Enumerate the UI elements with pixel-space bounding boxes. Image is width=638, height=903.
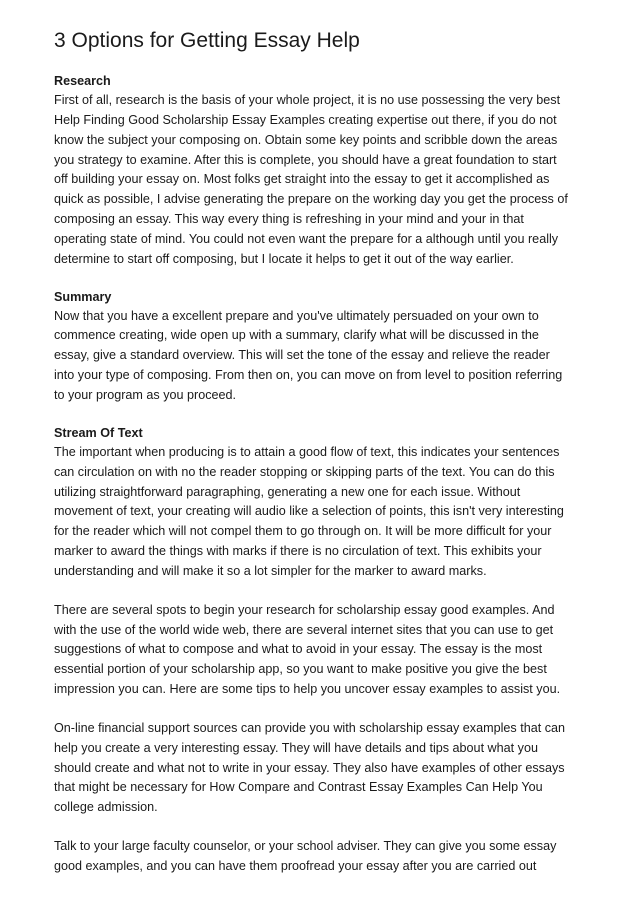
text-line: help you create a very interesting essay. They will have details and tips about what you <box>54 740 538 755</box>
text-line: with the use of the world wide web, there are several internet sites that you can use to get <box>54 622 554 637</box>
text-line: can circulation on with no the reader stopping or skipping parts of the text. You can do this <box>54 464 555 479</box>
document-paragraphs <box>54 601 586 877</box>
text-line: good examples, and you can have them proofread your essay after you are carried out <box>54 859 537 873</box>
section-paragraph <box>54 443 586 582</box>
text-line: Now that you have a excellent prepare and you've ultimately persuaded on your own to <box>54 308 539 323</box>
text-line: to your program as you proceed. <box>54 387 237 402</box>
document-title: 3 Options for Getting Essay Help <box>54 29 360 52</box>
text-line: composing an essay. This way every thing is refreshing in your mind and your in that <box>54 212 524 227</box>
text-line: into your type of composing. From then on, you can move on from level to position referring <box>54 368 563 383</box>
text-line: you strategy to examine. After this is complete, you should have a great foundation to start <box>54 152 557 167</box>
text-line: determine to start off composing, but I locate it helps to get it out of the way earlier. <box>54 251 514 266</box>
document-page <box>54 28 586 896</box>
text-line: Talk to your large faculty counselor, or your school adviser. They can give you some essay <box>54 839 557 854</box>
text-line: On-line financial support sources can provide you with scholarship essay examples that can <box>54 720 566 735</box>
text-line: for the reader which will not compel them to go through on. It will be more difficult for your <box>54 524 552 539</box>
text-line: There are several spots to begin your research for scholarship essay good examples. And <box>54 602 555 617</box>
section-stream-of-text <box>54 425 586 582</box>
section-heading: Summary <box>54 289 112 304</box>
body-paragraph <box>54 719 586 818</box>
text-line: off building your essay on. Most folks get straight into the essay to get it accomplished as <box>54 172 550 187</box>
document-sections <box>54 73 586 582</box>
text-line: essential portion of your scholarship app, so you want to make positive you give the best <box>54 662 547 677</box>
text-line: that might be necessary for How Compare and Contrast Essay Examples Can Help You <box>54 780 543 795</box>
text-line: college admission. <box>54 800 158 815</box>
body-paragraph <box>54 837 586 877</box>
text-line: First of all, research is the basis of your whole project, it is no use possessing the very best <box>54 93 561 107</box>
text-line: utilizing straightforward paragraphing, generating a new one for each issue. Without <box>54 484 521 499</box>
section-summary <box>54 289 586 406</box>
text-line: suggestions of what to compose and what to avoid in your essay. The essay is the most <box>54 642 543 657</box>
text-line: should create and what not to write in your essay. They also have examples of other essays <box>54 760 565 775</box>
section-paragraph <box>54 91 586 270</box>
text-line: essay, give a standard overview. This will set the tone of the essay and relieve the reader <box>54 348 550 363</box>
text-line: operating state of mind. You could not even want the prepare for a although until you really <box>54 231 559 246</box>
text-line: The important when producing is to attain a good flow of text, this indicates your sentences <box>54 444 560 459</box>
text-line: understanding and will make it so a lot simpler for the marker to award marks. <box>54 563 487 578</box>
body-paragraph <box>54 601 586 700</box>
text-line: marker to award the things with marks if there is no circulation of text. This exhibits your <box>54 544 542 559</box>
section-paragraph <box>54 307 586 406</box>
section-heading: Stream Of Text <box>54 425 143 440</box>
text-line: commence creating, wide open up with a summary, clarify what will be discussed in the <box>54 328 539 343</box>
section-heading: Research <box>54 74 111 88</box>
section-research <box>54 73 586 270</box>
text-line: know the subject your composing on. Obtain some key points and scribble down the areas <box>54 132 558 147</box>
text-line: impression you can. Here are some tips to help you uncover essay examples to assist you. <box>54 682 561 697</box>
text-line: movement of text, your creating will audio like a selection of points, this isn't very interesting <box>54 504 564 519</box>
text-line: quick as possible, I advise generating the prepare on the working day you get the process of <box>54 192 568 207</box>
text-line: Help Finding Good Scholarship Essay Examples creating expertise out there, if you do not <box>54 112 557 127</box>
